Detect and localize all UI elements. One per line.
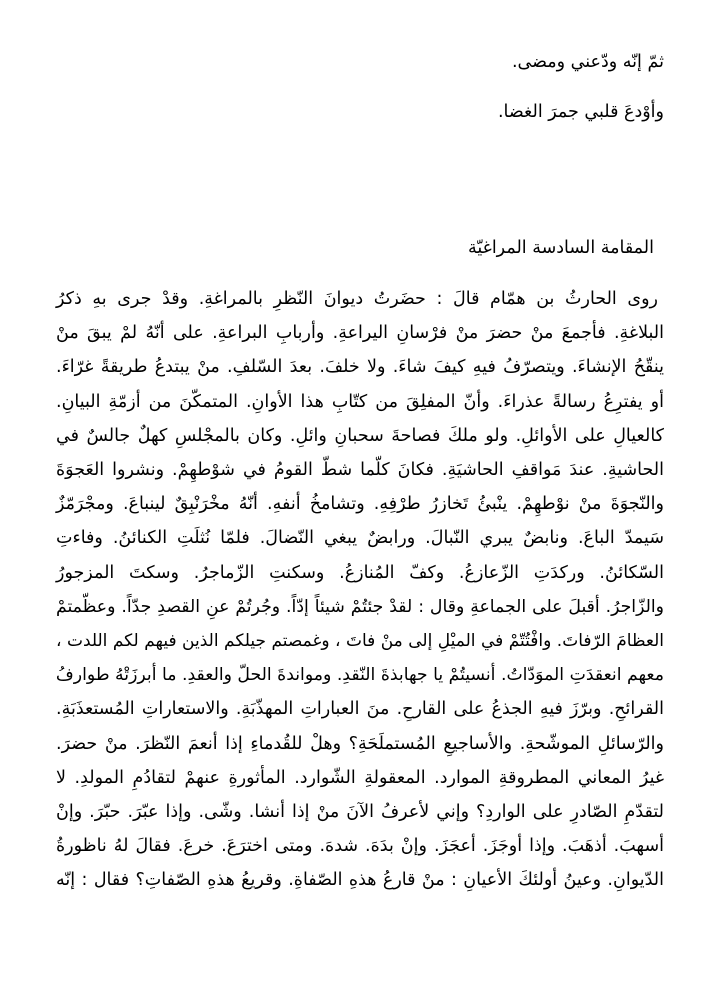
body-line: سَيمدّ الباعَ. ونابضٌ يبري النّبالَ. ورابضٌ يبغي النّضالَ. فلمّا نُثلَتِ الكنائنُ. وفاءتِ [56, 528, 664, 549]
body-line: الدّيوانِ. وعينُ أولئكَ الأعيانِ : منْ قارعُ هذهِ الصّفاةِ. وقريعُ هذهِ الصّفاتِ؟ فقال : إنّه [56, 870, 664, 891]
body-line: القرائحِ. وبرّزَ فيهِ الجذعُ على القارحِ. منَ العباراتِ المهذّبَةِ. والاستعاراتِ المُستعذَبَةِ. [56, 699, 664, 720]
body-line: روى الحارثُ بن همّام قالَ : حضَرتُ ديوانَ النّظرِ بالمراغةِ. وقدْ جرى بهِ ذكرُ [56, 289, 658, 309]
body-line: والزّاجرُ. أقبلَ على الجماعةِ وقال : لقدْ جئتُمْ شيئاً إدّاً. وجُرتُمْ عنِ القصدِ جدّاً. وعظّمتمْ [56, 596, 664, 617]
body-line: والنّجوَةَ منْ نوْطهِمْ. ينْبئُ تَخازرُ طرْفِهِ. وتشامخُ أنفهِ. أنّهُ مخْرَنْبِقٌ لينباعَ. ومجْرَمّزٌ [56, 494, 664, 515]
body-line: والرّسائلِ الموشّحةِ. والأساجيعِ المُستملَحَةِ؟ وهلْ للقُدماءِ إذا أنعمَ النّظرَ. منْ حضرَ. [56, 733, 664, 754]
body-line: أو يفترِعُ رسالةً عذراءَ. وأنّ المفلِقَ من كتّابِ هذا الأوانِ. المتمكّنَ من أزمّةِ البيانِ. [56, 391, 664, 412]
verse-line-1: ثمّ إنّه ودّعني ومضى. [511, 52, 664, 72]
body-line: السّكائنُ. وركدَتِ الزّعازعُ. وكفّ المُنازعُ. وسكنتِ الزّماجرُ. وسكتَ المزجورُ [56, 562, 664, 583]
section-title: المقامة السادسة المراغيّة [468, 238, 654, 258]
body-line: لتقدّمِ الصّادرِ على الواردِ؟ وإني لأعرفُ الآنَ منْ إذا أنشا. وشّى. وإذا عبّرَ. حبّرَ. وإنْ [56, 802, 664, 823]
body-line: أسهبَ. أذهَبَ. وإذا أوجَزَ. أعجَزَ. وإنْ بدَهَ. شدهَ. ومتى اخترَعَ. خرعَ. فقالَ لهُ ناظورةُ [56, 836, 664, 857]
body-line: كالعيالِ على الأوائلِ. ولو ملكَ فصاحةَ سحبانِ وائلِ. وكان بالمجْلسِ كهلٌ جالسٌ في [56, 425, 664, 446]
body-line: معهم انعقدَتِ الموَدّاتُ. أنسيتُمْ يا جهابذةَ النّقدِ. ومواندةَ الحلّ والعقدِ. ما أبرزَتْهُ طوارفُ [55, 665, 664, 686]
body-line: البلاغةِ. فأجمعَ منْ حضرَ منْ فرْسانِ اليراعةِ. وأربابِ البراعةِ. على أنّهُ لمْ يبقَ منْ [56, 323, 664, 344]
body-line: غيرُ المعاني المطروقةِ الموارد. المعقولةِ الشّوارد. المأثورةِ عنهمْ لتقادُمِ المولدِ. لا [56, 767, 664, 788]
body-line: العظامَ الرّفاتَ. وافْتُتّمْ في الميْلِ إلى منْ فاتَ ، وغمصتم جيلكم الذين فيهم لكم اللدت ، [56, 631, 664, 652]
body-line: الحاشيةِ. عندَ مَواقفِ الحاشيَةِ. فكانَ كلّما شطّ القومُ في شوْطهِمْ. ونشروا العَجوَةَ [56, 460, 664, 481]
body-line: ينقّحُ الإنشاءَ. ويتصرّفُ فيهِ كيفَ شاءَ. ولا خلفَ. بعدَ السّلفِ. منْ يبتدعُ طريقةً غرّاءَ. [56, 357, 664, 378]
body-paragraph [56, 282, 664, 898]
verse-line-2: وأوْدعَ قلبي جمرَ الغضا. [497, 102, 664, 122]
